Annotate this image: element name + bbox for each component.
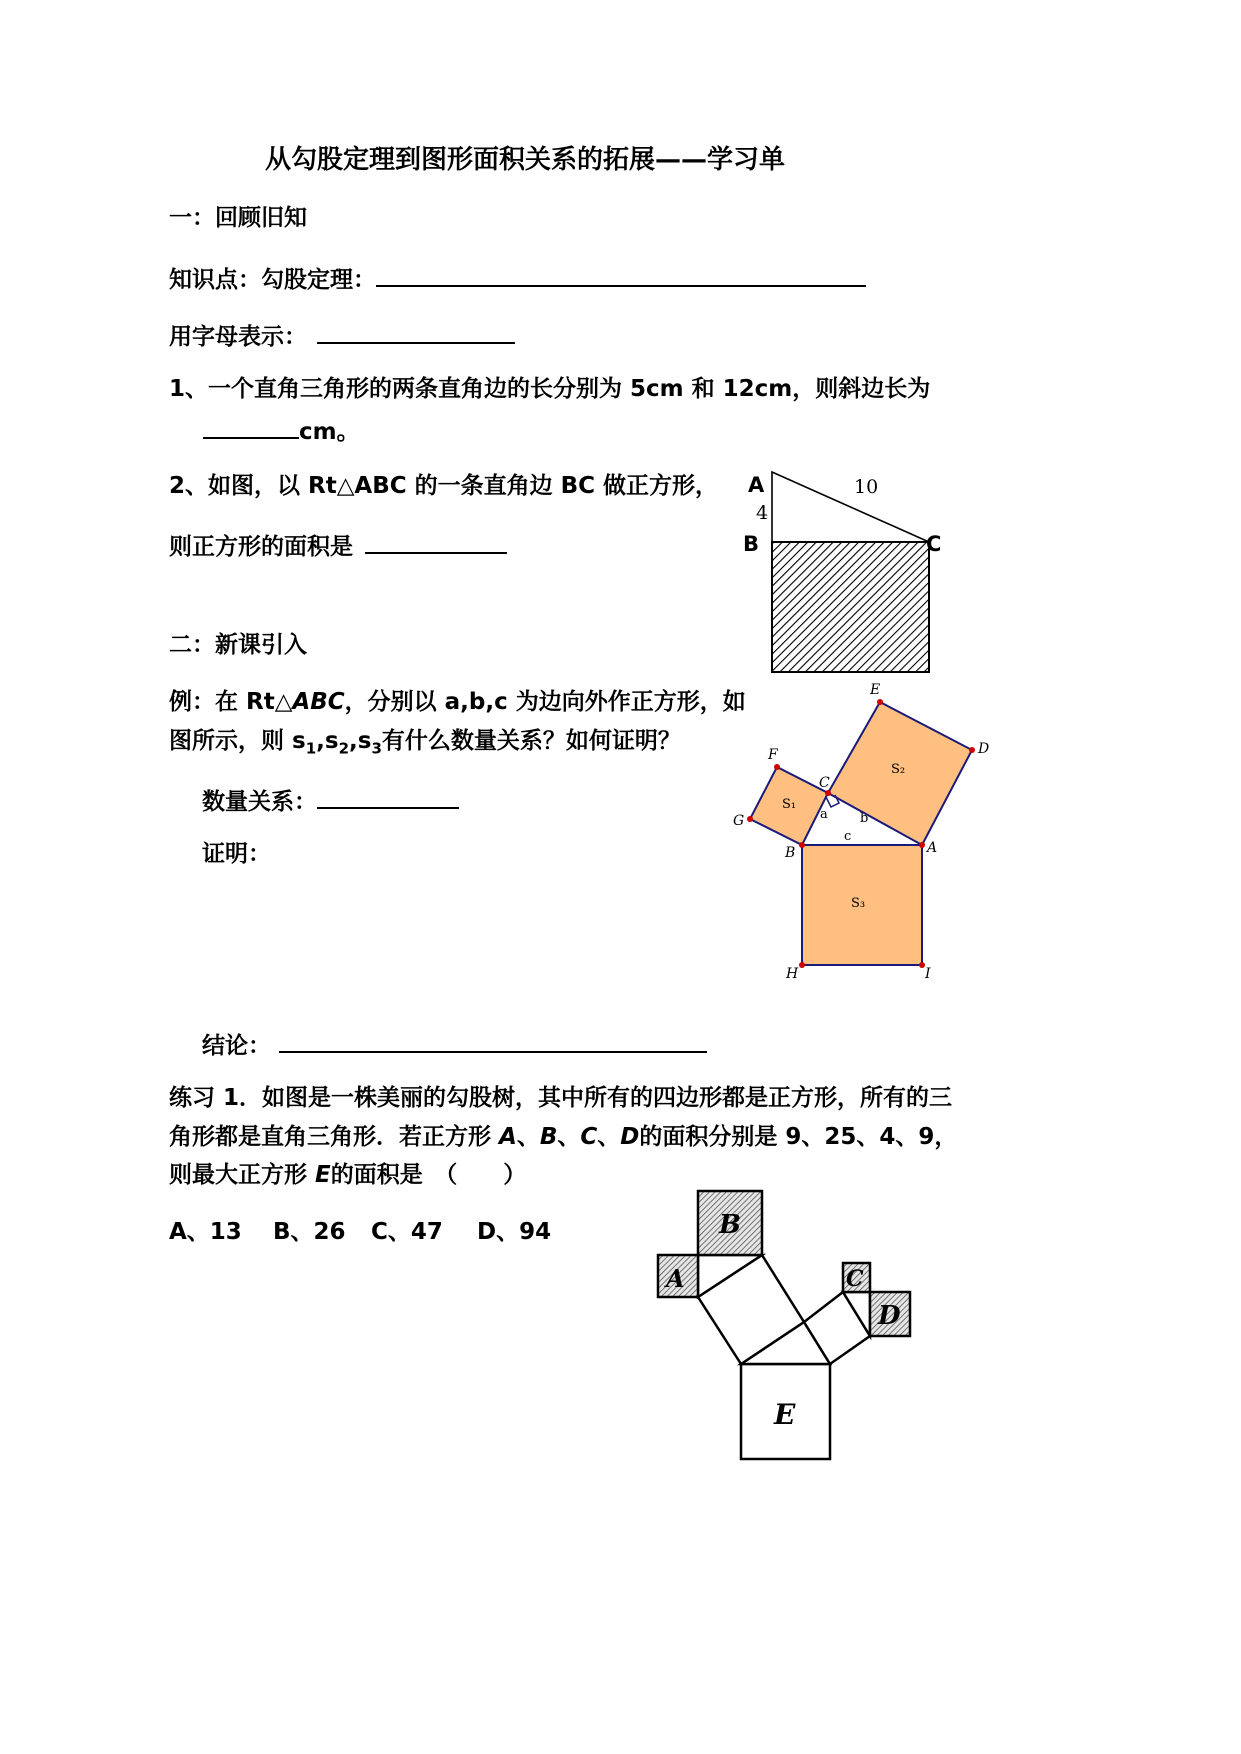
exercise1-D: D [620,1124,640,1150]
choice-d[interactable]: D、94 [477,1219,552,1245]
tree-label-d: D [878,1301,901,1331]
exercise1-A: A [499,1124,517,1150]
conclusion-label: 结论： [202,1033,271,1059]
figure1-triangle-square [743,472,941,672]
section2-heading: 二：新课引入 [169,632,307,658]
s-letter-2: s [324,728,339,754]
sub-1: 1 [305,739,317,758]
exercise1-B: B [539,1124,558,1150]
exercise1-line2-pre: 角形都是直角三角形．若正方形 [169,1124,500,1150]
bc-square [772,542,929,672]
exercise1-line3-pre: 则最大正方形 [169,1162,316,1188]
comma-2: , [349,728,358,754]
fig2-area-s2: S₂ [891,762,906,777]
question1-line1: 1、一个直角三角形的两条直角边的长分别为 5cm 和 12cm，则斜边长为 [169,376,931,402]
tree-label-c: C [846,1266,864,1292]
fig1-side-ab: 4 [756,502,769,524]
choice-a[interactable]: A、13 [169,1219,242,1245]
letter-label: 用字母表示： [169,324,307,350]
exercise1-sep3: 、 [597,1124,621,1150]
section1-heading: 一：回顾旧知 [169,205,307,231]
figure2-pythagoras-squares [733,682,989,982]
fig1-side-ac: 10 [854,476,879,498]
exercise1-C: C [580,1124,598,1150]
fig2-side-b: b [860,811,869,826]
example-line2-post: 有什么数量关系？如何证明？ [381,728,681,754]
s-letter-3: s [357,728,372,754]
tree-label-e: E [774,1398,796,1431]
choice-c[interactable]: C、47 [371,1219,443,1245]
knowledge-label: 知识点：勾股定理： [169,267,376,293]
exercise1-E: E [315,1162,331,1188]
fig1-label-b: B [743,532,760,556]
relation-label: 数量关系： [202,789,317,815]
question2-label: 则正方形的面积是 [169,534,353,560]
fig2-side-c: c [844,829,852,844]
fig2-label-b: B [785,845,796,861]
exercise1-line3-post: 的面积是 （ ） [330,1162,527,1188]
fig2-area-s3: S₃ [851,896,866,911]
tree-label-a: A [666,1264,685,1293]
fig2-label-e: E [870,682,881,698]
exercise1-sep2: 、 [557,1124,581,1150]
fig2-label-f: F [768,747,778,763]
sub-2: 2 [338,739,350,758]
question1-unit: cm。 [299,419,360,445]
sub-3: 3 [371,739,382,758]
fig2-label-a: A [927,840,938,856]
choice-b[interactable]: B、26 [273,1219,346,1245]
comma-1: , [316,728,325,754]
fig2-side-a: a [820,807,828,822]
fig2-label-h: H [786,966,799,982]
fig2-label-i: I [925,966,931,982]
tree-label-b: B [719,1210,741,1240]
fig2-label-d: D [978,741,990,757]
exercise1-sep1: 、 [516,1124,540,1150]
fig2-label-g: G [733,813,745,829]
example-pre: 例：在 Rt△ [169,689,293,715]
exercise1-line1: 练习 1．如图是一株美丽的勾股树，其中所有的四边形都是正方形，所有的三 [169,1085,953,1111]
example-abc: ABC [292,689,345,715]
fig1-label-a: A [748,473,765,497]
fig2-area-s1: S₁ [782,797,797,812]
fig2-label-c: C [819,775,830,791]
fig1-label-c: C [926,532,942,556]
exercise1-line2-post: 的面积分别是 9、25、4、9， [639,1124,958,1150]
proof-label: 证明： [202,841,271,867]
question2-line1: 2、如图，以 Rt△ABC 的一条直角边 BC 做正方形， [169,473,719,499]
example-post: ，分别以 a,b,c 为边向外作正方形，如 [344,689,746,715]
example-line2-pre: 图所示，则 s [169,728,306,754]
triangle-abc [772,472,929,542]
page-title: 从勾股定理到图形面积关系的拓展——学习单 [265,145,786,175]
